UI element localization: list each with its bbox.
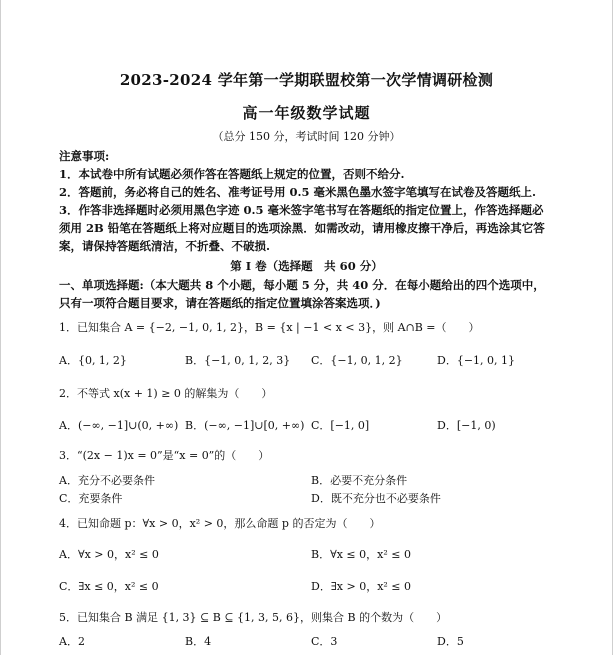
option-b: B．∀x ≤ 0，x² ≤ 0 [311,548,411,561]
option-a: A．充分不必要条件 [59,474,155,487]
option-c: C．3 [311,635,338,648]
question-stem: 2．不等式 x(x + 1) ≥ 0 的解集为（ ） [59,387,273,400]
option-b: B．必要不充分条件 [311,474,408,487]
question-stem: 4．已知命题 p：∀x > 0，x² > 0，那么命题 p 的否定为（ ） [59,517,381,530]
option-b: B．(−∞, −1]∪[0, +∞) [185,419,305,432]
instructions-heading: 注意事项: [59,149,110,163]
section-intro: 一、单项选择题:（本大题共 8 个小题，每小题 5 分，共 40 分．在每小题给出的四个选项中， [59,278,545,292]
instruction-item: 1．本试卷中所有试题必须作答在答题纸上规定的位置，否则不给分. [59,167,405,181]
option-a: A．∀x > 0，x² ≤ 0 [59,548,159,561]
instruction-item: 2．答题前，务必将自己的姓名、准考证号用 0.5 毫米黑色墨水签字笔填写在试卷及答题纸上. [59,185,537,199]
question-stem: 3．“(2x − 1)x = 0”是“x = 0”的（ ） [59,449,270,462]
option-c: C．{−1, 0, 1, 2} [311,354,403,367]
option-c: C．∃x ≤ 0，x² ≤ 0 [59,580,159,593]
option-d: D．既不充分也不必要条件 [311,492,441,505]
option-d: D．[−1, 0) [437,419,496,432]
exam-title: 2023-2024 学年第一学期联盟校第一次学情调研检测 [119,71,494,89]
option-d: D．5 [437,635,464,648]
option-a: A．(−∞, −1]∪(0, +∞) [59,419,179,432]
option-c: C．[−1, 0] [311,419,370,432]
exam-note: （总分 150 分，考试时间 120 分钟） [212,130,401,143]
option-c: C．充要条件 [59,492,123,505]
instruction-item: 3．作答非选择题时必须用黑色字迹 0.5 毫米签字笔书写在答题纸的指定位置上，作答选择题必 [59,203,544,217]
option-b: B．4 [185,635,212,648]
section-intro: 只有一项符合题目要求，请在答题纸的指定位置填涂答案选项．) [59,296,381,310]
exam-subtitle: 高一年级数学试题 [242,104,371,122]
option-d: D．∃x > 0，x² ≤ 0 [311,580,412,593]
instruction-item: 须用 2B 铅笔在答题纸上将对应题目的选项涂黑．如需改动，请用橡皮擦干净后，再选涂其它答 [59,221,545,235]
section-heading: 第 I 卷（选择题 共 60 分） [230,259,383,273]
question-stem: 5．已知集合 B 满足 {1, 3} ⊆ B ⊆ {1, 3, 5, 6}，则集合 B 的个数为（ ） [59,611,448,624]
instruction-item: 案，请保持答题纸清洁，不折叠、不破损. [59,239,271,253]
option-b: B．{−1, 0, 1, 2, 3} [185,354,291,367]
option-a: A．2 [59,635,85,648]
option-d: D．{−1, 0, 1} [437,354,516,367]
question-stem: 1．已知集合 A = {−2, −1, 0, 1, 2}，B = {x | −1 < x < 3}，则 A∩B =（ ） [59,321,480,334]
option-a: A．{0, 1, 2} [59,354,127,367]
